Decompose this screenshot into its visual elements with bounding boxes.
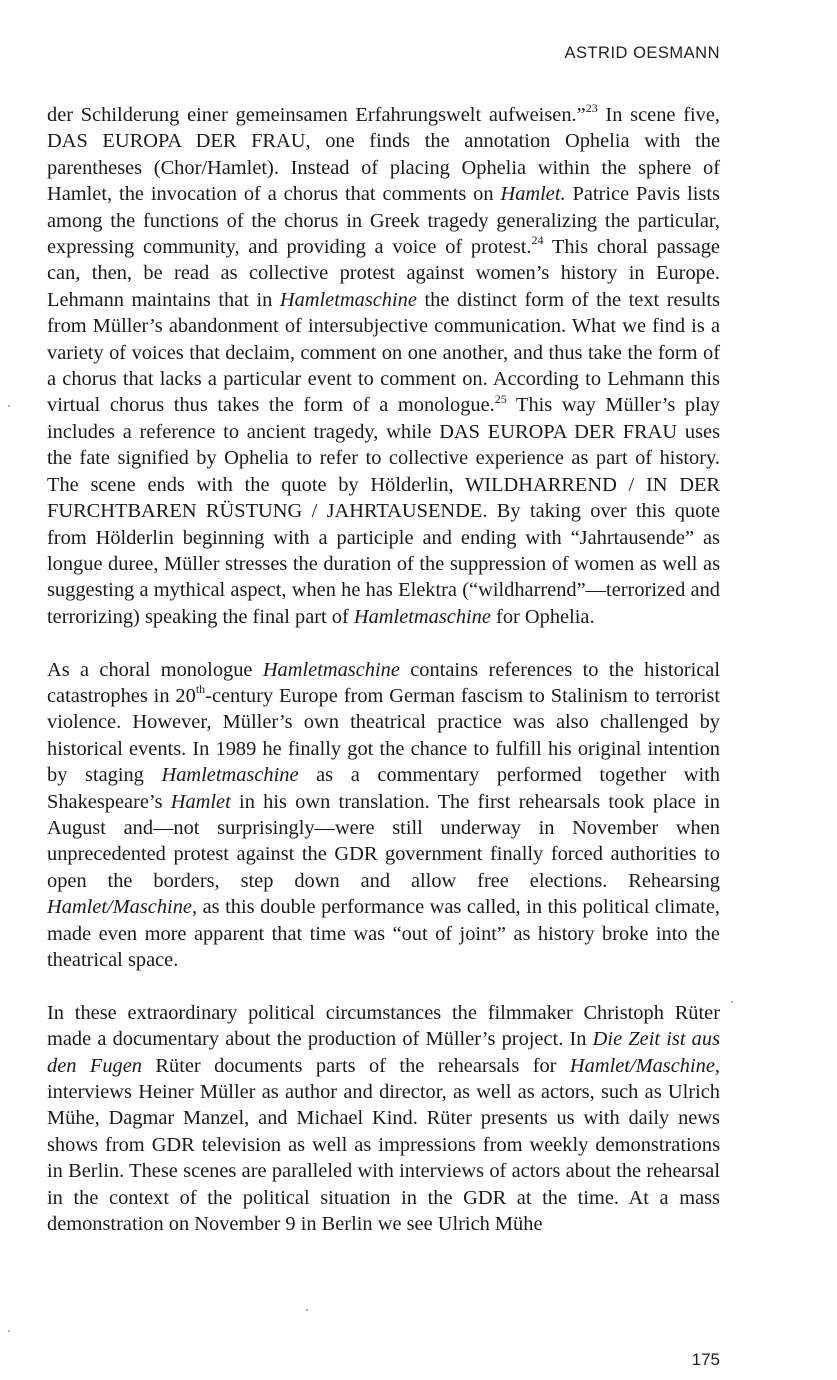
scan-speck <box>731 1001 733 1003</box>
scan-speck <box>8 1330 10 1332</box>
italic-title: Hamletmaschine <box>279 288 417 311</box>
italic-title: Hamletmaschine <box>161 764 299 787</box>
text-run: Patrice Pavis lists among the functions of the chorus in Greek tragedy generalizing the particular, expressing community, and providing a voice of protest. <box>47 183 720 259</box>
italic-title: Die Zeit ist aus den Fugen <box>47 1028 721 1077</box>
text-run: In scene five, DAS EUROPA DER FRAU, one finds the annotation Ophelia with the parentheses (Chor/Hamlet). Instead of placing Ophelia within the sphere of Hamlet, the invocation of a chorus that comments on <box>47 104 720 206</box>
paragraph <box>47 102 720 630</box>
text-run: Rüter documents parts of the rehearsals for <box>141 1054 570 1077</box>
footnote-ref: 24 <box>531 233 544 248</box>
text-run: for Ophelia. <box>490 605 595 628</box>
italic-title: Hamletmaschine <box>262 658 400 681</box>
paragraph <box>47 1000 720 1238</box>
running-head-author-first: ASTRID <box>564 44 628 62</box>
text-run: the distinct form of the text results from Müller’s abandonment of intersubjective communication. What we find is a variety of voices that declaim, comment on one another, and thus take the form of a chorus that lacks a particular event to comment on. According to Lehmann this virtual chorus thus takes the form of a monologue. <box>47 288 720 417</box>
text-run: This way Müller’s play includes a reference to ancient tragedy, while DAS EUROPA DER FRAU uses the fate signified by Ophelia to refer to collective experience as part of history. The scene ends with the quote by Hölderlin, WILDHARREND / IN DER FURCHTBAREN RÜSTUNG / JAHRTAUSENDE. By taking over this quote from Hölderlin beginning with a participle and ending with “Jahrtausende” as longue duree, Müller stresses the duration of the suppression of women as well as suggesting a mythical aspect, when he has Elektra (“wildharrend”—terrorized and terrorizing) speaking the final part of <box>47 394 720 628</box>
page-number: 175 <box>691 1350 720 1369</box>
text-run: , as this double performance was called, in this political climate, made even more apparent that time was “out of joint” as history broke into the theatrical space. <box>47 896 720 971</box>
text-run: contains references to the historical catastrophes in 20 <box>47 658 721 707</box>
text-run: -century Europe from German fascism to Stalinism to terrorist violence. However, Müller’s own theatrical practice was also challenged by historical events. In 1989 he finally got the chance to fulfill his original intention by staging <box>47 684 720 787</box>
text-run: in his own translation. The first rehearsals took place in August and—not surprisingly—were still underway in November when unprecedented protest against the GDR government finally forced authorities to open the borders, step down and allow free elections. Rehearsing <box>47 790 720 892</box>
running-head <box>564 44 720 63</box>
body-text <box>47 102 720 1237</box>
paragraph <box>47 657 720 974</box>
italic-title: Hamlet <box>170 790 231 813</box>
footnote-ref: th <box>195 682 206 697</box>
italic-title: Hamlet/Maschine <box>47 896 192 919</box>
scan-speck <box>8 405 10 407</box>
running-head-author-last: OESMANN <box>633 44 720 62</box>
italic-title: Hamlet. <box>500 183 566 206</box>
text-run: In these extraordinary political circumstances the filmmaker Christoph Rüter made a documentary about the production of Müller’s project. In <box>47 1001 720 1051</box>
text-run: This choral passage can, then, be read as collective protest against women’s history in Europe. Lehmann maintains that in <box>47 236 720 311</box>
text-run: , interviews Heiner Müller as author and director, as well as actors, such as Ulrich Mühe, Dagmar Manzel, and Michael Kind. Rüter presents us with daily news shows from GDR television as well as impressions from weekly demonstrations in Berlin. These scenes are paralleled with interviews of actors about the rehearsal in the context of the political situation in the GDR at the time. At a mass demonstration on November 9 in Berlin we see Ulrich Mühe <box>47 1054 720 1236</box>
italic-title: Hamletmaschine <box>353 605 491 628</box>
text-run: As a choral monologue <box>47 658 263 681</box>
footnote-ref: 25 <box>494 391 507 406</box>
italic-title: Hamlet/Maschine <box>569 1054 715 1077</box>
text-run: der Schilderung einer gemeinsamen Erfahrungswelt aufweisen.” <box>47 104 586 126</box>
scan-speck <box>306 1309 308 1311</box>
footnote-ref: 23 <box>585 101 598 116</box>
text-run: as a commentary performed together with Shakespeare’s <box>47 764 720 813</box>
